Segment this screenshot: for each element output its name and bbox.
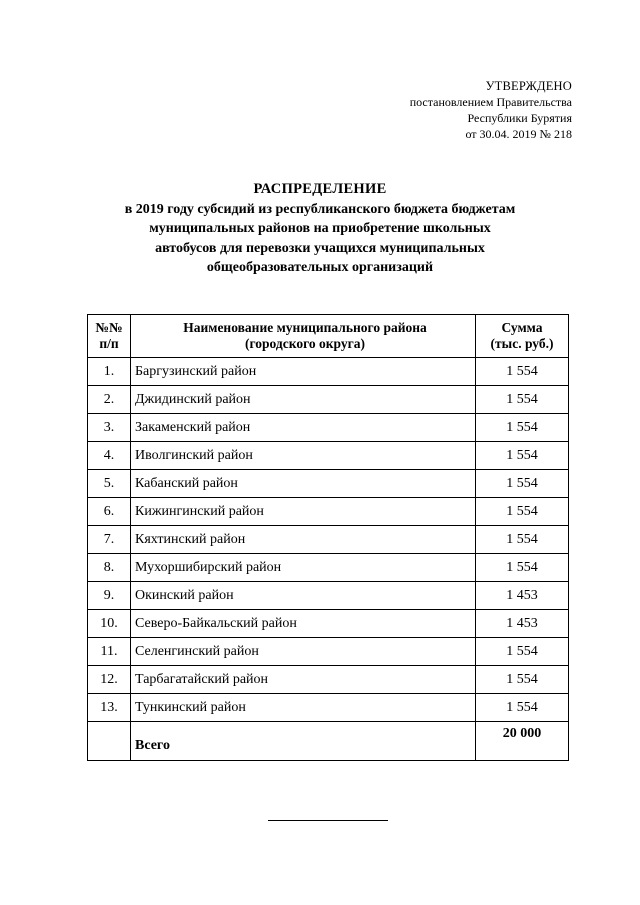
total-sum: 20 000 [476, 722, 569, 761]
row-number: 10. [88, 610, 131, 638]
approval-issuer: постановлением Правительства [409, 95, 572, 109]
row-number: 5. [88, 470, 131, 498]
table-row [88, 470, 569, 498]
heading-line-1: в 2019 году субсидий из республиканского бюджета бюджетам [124, 201, 516, 217]
row-district-name: Северо-Байкальский район [131, 610, 476, 638]
total-label: Всего [131, 722, 476, 761]
row-number: 7. [88, 526, 131, 554]
header-name-line1: Наименование муниципального района [183, 320, 427, 335]
row-sum: 1 554 [476, 638, 569, 666]
row-sum: 1 554 [476, 498, 569, 526]
approval-date-number: от 30.04. 2019 № 218 [465, 127, 572, 141]
table-row [88, 414, 569, 442]
row-district-name: Кяхтинский район [131, 526, 476, 554]
table-row [88, 582, 569, 610]
row-sum: 1 453 [476, 582, 569, 610]
row-number: 1. [88, 358, 131, 386]
row-district-name: Баргузинский район [131, 358, 476, 386]
table-row [88, 694, 569, 722]
table-row [88, 554, 569, 582]
table-body [88, 358, 569, 722]
total-row [88, 722, 569, 761]
table-row [88, 610, 569, 638]
document-title: РАСПРЕДЕЛЕНИЕ [253, 181, 387, 197]
table-row [88, 442, 569, 470]
header-number [88, 315, 131, 358]
header-sum-line1: Сумма [501, 320, 543, 335]
table-row [88, 666, 569, 694]
row-sum: 1 554 [476, 358, 569, 386]
row-sum: 1 554 [476, 526, 569, 554]
row-sum: 1 554 [476, 414, 569, 442]
row-sum: 1 554 [476, 694, 569, 722]
heading-line-3: автобусов для перевозки учащихся муниципальных [155, 240, 485, 256]
row-district-name: Окинский район [131, 582, 476, 610]
heading-line-4: общеобразовательных организаций [206, 260, 434, 275]
header-name-line2: (городского округа) [245, 336, 365, 351]
row-district-name: Селенгинский район [131, 638, 476, 666]
row-number: 2. [88, 386, 131, 414]
row-number: 9. [88, 582, 131, 610]
header-sum-line2: (тыс. руб.) [490, 336, 554, 351]
row-number: 13. [88, 694, 131, 722]
row-district-name: Тункинский район [131, 694, 476, 722]
table-row [88, 638, 569, 666]
row-number: 11. [88, 638, 131, 666]
heading-line-2: муниципальных районов на приобретение школьных [149, 221, 491, 236]
table-row [88, 498, 569, 526]
row-number: 4. [88, 442, 131, 470]
header-number-line2: п/п [99, 336, 119, 351]
row-sum: 1 453 [476, 610, 569, 638]
row-sum: 1 554 [476, 386, 569, 414]
approval-stamp: УТВЕРЖДЕНО [485, 79, 572, 93]
row-sum: 1 554 [476, 442, 569, 470]
row-number: 6. [88, 498, 131, 526]
approval-region: Республики Бурятия [467, 111, 572, 125]
row-sum: 1 554 [476, 666, 569, 694]
row-sum: 1 554 [476, 554, 569, 582]
row-district-name: Джидинский район [131, 386, 476, 414]
row-sum: 1 554 [476, 470, 569, 498]
table-row [88, 386, 569, 414]
header-number-line1: №№ [95, 320, 123, 335]
row-district-name: Мухоршибирский район [131, 554, 476, 582]
row-number: 8. [88, 554, 131, 582]
approval-block [410, 78, 572, 142]
table-row [88, 526, 569, 554]
row-number: 3. [88, 414, 131, 442]
table-header-row [88, 315, 569, 358]
row-district-name: Тарбагатайский район [131, 666, 476, 694]
document-heading [0, 180, 640, 278]
distribution-table [87, 314, 569, 761]
table-row [88, 358, 569, 386]
closing-rule [268, 820, 388, 821]
row-number: 12. [88, 666, 131, 694]
row-district-name: Иволгинский район [131, 442, 476, 470]
header-name [131, 315, 476, 358]
header-sum [476, 315, 569, 358]
total-number-cell [88, 722, 131, 761]
row-district-name: Кабанский район [131, 470, 476, 498]
row-district-name: Закаменский район [131, 414, 476, 442]
row-district-name: Кижингинский район [131, 498, 476, 526]
